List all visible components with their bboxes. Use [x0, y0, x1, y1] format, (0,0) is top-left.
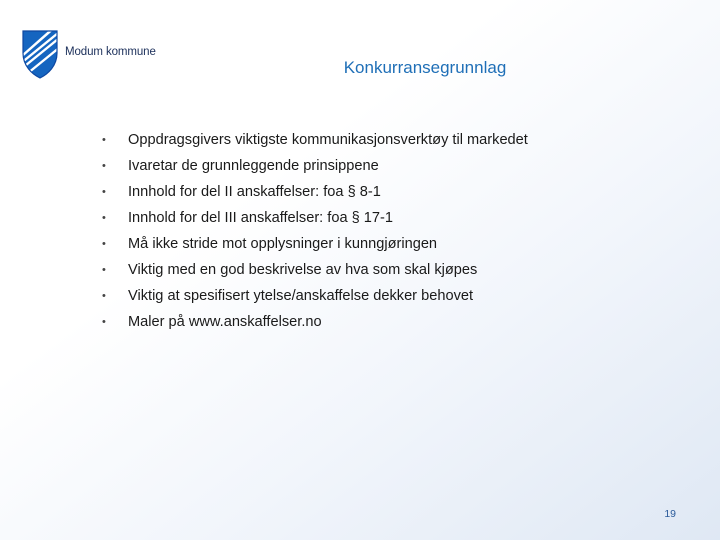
- bullet-marker: •: [102, 160, 106, 172]
- page-number: 19: [664, 508, 676, 520]
- bullet-item: [100, 205, 700, 231]
- bullet-item: [100, 231, 700, 257]
- bullet-text: Må ikke stride mot opplysninger i kunngjøringen: [128, 236, 438, 252]
- municipality-logo: [20, 26, 156, 82]
- bullet-text: Viktig at spesifisert ytelse/anskaffelse dekker behovet: [128, 288, 474, 304]
- bullet-item: [100, 127, 700, 153]
- municipality-name: Modum kommune: [65, 46, 156, 58]
- bullet-marker: •: [102, 238, 106, 250]
- bullet-text: Innhold for del II anskaffelser: foa § 8-1: [128, 184, 381, 200]
- bullet-text: Innhold for del III anskaffelser: foa § 17-1: [128, 210, 394, 226]
- slide-title: Konkurransegrunnlag: [343, 58, 507, 77]
- bullet-marker: •: [102, 316, 106, 328]
- bullet-item: [100, 309, 700, 335]
- bullet-marker: •: [102, 186, 106, 198]
- bullet-item: [100, 257, 700, 283]
- bullet-text: Viktig med en god beskrivelse av hva som skal kjøpes: [128, 262, 478, 278]
- bullet-marker: •: [102, 134, 106, 146]
- bullet-item: [100, 153, 700, 179]
- bullet-item: [100, 179, 700, 205]
- bullet-list: [100, 127, 700, 335]
- bullet-text: Ivaretar de grunnleggende prinsippene: [128, 158, 379, 174]
- bullet-text: Maler på www.anskaffelser.no: [128, 314, 322, 330]
- bullet-marker: •: [102, 212, 106, 224]
- bullet-item: [100, 283, 700, 309]
- bullet-text: Oppdragsgivers viktigste kommunikasjonsverktøy til markedet: [128, 132, 528, 148]
- bullet-marker: •: [102, 290, 106, 302]
- bullet-marker: •: [102, 264, 106, 276]
- modum-coat-of-arms-icon: [20, 28, 60, 80]
